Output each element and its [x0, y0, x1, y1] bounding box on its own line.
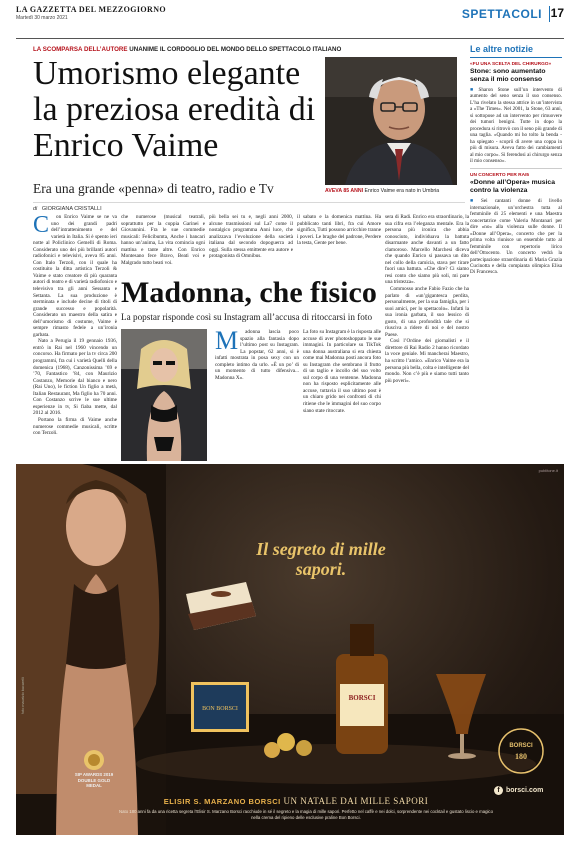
sidebar-text [470, 87, 562, 164]
article-column-5 [385, 214, 469, 476]
box-label: BON BORSCI [202, 706, 238, 712]
paragraph: sera di Radi. Enrico era straordinario, la sua cifra era l’eleganza mentale. Era la persona più ironica che abbia conosciuto, individuava la battuta disarmante anche davanti a un fatto clamoroso. Marcello Marchesi diceva che quando Enrico si passava un dito nel collo della camicia, stava per tirare fuori una battuta. «Che dire? Ci siamo resi conto che siamo più soli, mi pare una tristezza». [385, 214, 469, 286]
article-subhead: Era una grande «penna» di teatro, radio e Tv [33, 181, 274, 196]
paragraph: Portano la firma di Vaime anche numerose commedie musicali, scritte con Terzoli. [33, 416, 117, 437]
news-sidebar [470, 44, 562, 464]
madonna-column-1 [215, 329, 299, 459]
byline [33, 206, 102, 212]
caption-text: Enrico Vaime era nato in Umbria [364, 188, 440, 194]
sidebar-title: Stone: sono aumentato senza il mio consenso [470, 68, 546, 83]
caption-highlight: AVEVA 85 ANNI [325, 188, 364, 194]
paragraph: più bella sei tu e, negli anni 2000, alcune trasmissioni sul La7 come il nostalgico programma Anni luce, che analizzava l’evoluzione della società italiana dal secondo dopoguerra ad oggi. Sulla stessa emittente era autore e protagonista di Omnibus. [209, 214, 293, 260]
sidebar-text [470, 198, 562, 275]
ad-brand-line [76, 796, 516, 806]
bullet-icon: ■ [470, 198, 480, 205]
ad-slogan: Il segreto di mille sapori. [256, 539, 386, 579]
kicker-text: UNANIME IL CORDOGLIO DEL MONDO DELLO SPETTACOLO ITALIANO [129, 46, 342, 53]
ad-brand-tagline: UN NATALE DAI MILLE SAPORI [283, 796, 429, 806]
page-number: 17 [550, 6, 564, 20]
ad-brand-name: ELISIR S. MARZANO BORSCI [163, 797, 281, 806]
madonna-headline: Madonna, che fisico [121, 276, 377, 309]
madonna-photo [121, 329, 207, 461]
ad-copy: Nato 180 anni fa da una ricetta segreta l’Elisir S. Marzano Borsci racchiude in sé il segreto e la magia di mille sapori. Perfetto nel caffè e nei dolci, sorprendente nei cocktail e gustato liscio e magico nella crema del ripieno delle esclusive praline Bon Borsci. [119, 809, 493, 820]
paragraph: adonna lascia poco spazio alla fantasia dopo l’ultimo post su Instagram. La popstar, 62 anni, si è infatti mostrata in posa sexy con un completo intimo da urlo. «È un po’ di un momento di tutto difensiva... Madonna X». [215, 329, 299, 381]
issue-date: Martedì 30 marzo 2021 [16, 15, 68, 21]
ad-credit: publitone.it [538, 468, 558, 473]
enrico-vaime-photo [325, 57, 457, 185]
badge-years: 180 [515, 752, 527, 761]
divider [33, 202, 465, 203]
madonna-subhead: La popstar risponde così su Instagram all’accusa di ritoccarsi in foto [121, 312, 373, 322]
madonna-column-2 [303, 329, 381, 459]
paragraph: il sabato e la domenica mattina. Ha pubblicato tanti libri, fra cui Amore significa, Tutti possono arricchire tranne i poveri. Le braghe del padrone, Perdere la testa, Gente per bene. [297, 214, 381, 247]
drop-cap: M [215, 329, 239, 355]
kicker-highlight: LA SCOMPARSA DELL’AUTORE [33, 46, 128, 53]
byline-author: GIORGIANA CRISTALLI [41, 206, 102, 212]
masthead [16, 3, 564, 39]
bottle-label: BORSCI [348, 694, 376, 702]
article-kicker [33, 46, 341, 53]
website-text: borsci.com [506, 787, 544, 794]
sidebar-kicker: UN CONCERTO PER RAI5 [470, 173, 530, 179]
paragraph: La foto su Instagram è la risposta alle accuse di aver photoshoppato le sue immagini. In particolare su TikTok una donna australiana si era chiesta come mai Madonna posti ancora foto su Instagram che sembrano il frutto di un taglio e incollo del suo volto sul corpo di una ventenne. Madonna non ha risposto esplicitamente alle accuse, tuttavia il suo ultimo post è un chiaro grido nei confronti di chi ritiene che le immagini del suo corpo siano state ritoccate. [303, 329, 381, 414]
paragraph: Nato a Perugia il 19 gennaio 1936, entrò in Rai nel 1960 vincendo un concorso. Ha firmato per la tv circa 200 programmi, fra cui i varietà Quelli della domenica (1968), Canzonissima ’69 e ’70, Fantastico ’84, con Maurizio Costanzo, Memorie dal bianco e nero (Rai Uno), le fiction Un figlio a metà, Italian Restaurant, Ma figlio ha 70 anni. Con Costanzo scrive le sue ultime esperienze in tv, Si fiaba mette, dal 2012 al 2016. [33, 338, 117, 417]
article-headline: Umorismo elegante la preziosa eredità di Enrico Vaime [33, 55, 316, 164]
borsci-advertisement[interactable] [16, 464, 564, 835]
article-column-3 [209, 214, 293, 274]
badge-brand: BORSCI [509, 743, 533, 749]
facebook-icon[interactable]: f [494, 786, 503, 795]
sidebar-text-body: Sharon Stone sull’un intervento di aumento del seno senza il suo consenso. L’ha rivelato la stessa attrice in un’intervista a «The Times». Nel 2001, la Stone, 63 anni, si sottopose ad un intervento per rimuovere dei tumori benigni. Tutte in dopo la procedura si ritrovò con il seno più grande di una taglia. «Quando mi ho tolto la benda - ha spiegato - scoprii di avere una coppa in più di misura. Aveva fatto dei cambiamenti al mio corpo». Si ferendosi ai chirurgo senza il mio consenso». [470, 87, 562, 164]
paragraph: on Enrico Vaime se ne va uno dei grandi padri dell’intrattenimento e del varietà in Italia. Si è spento ieri notte al Policlinico Gemelli di Roma. Considerato uno dei più brillanti autori radiofonici e televisivi, aveva 85 anni. Con Italo Terzoli, con il quale ha costituito la ditta artistica Terzoli & Vaime e stato creatore di più quaranta autori di teatro e di varietà radiofonico e televisivo tra gli anni Sessanta e Settanta. La sua produzione è sterminata e include decine di titoli di grande successo e popolarità. Considerato un maestro della satira e dell’umorismo di costume, Vaime è sempre rimasto fedele a un’ironia garbata. [33, 214, 117, 338]
paragraph: Così l’Ordine dei giornalisti e il direttore di Rai Radio 2 hanno ricordato la voce geniale. Mi mancherai Maestro, ha scritto l’amico. «Enrico Vaime era la persona più bella, colta e intelligente del mondo. Non c’è più e siamo tutti tanto più poveri». [385, 338, 469, 384]
madonna-image [121, 329, 207, 461]
paragraph: Commosso anche Fabio Fazio che ha parlato di «un’gigantesca perdita, personalmente, per la sua famiglia, per i suoi amici, per lo spettacolo». Infatti la sua ironia garbata, il suo lessico di gusto, di una profondità tale che si riusciva a ridere di noi e del nostro Paese. [385, 286, 469, 338]
award-text: SIP AWARDS 2019 DOUBLE GOLD MEDAL [74, 772, 114, 789]
article-column-1 [33, 214, 117, 476]
drop-cap: C [33, 214, 50, 238]
section-name: SPETTACOLI [461, 7, 542, 21]
article-column-2 [121, 214, 205, 274]
sidebar-divider [470, 168, 562, 169]
portrait-image [325, 57, 457, 185]
article-column-4 [297, 214, 381, 274]
sidebar-text-body: Sei cantanti donne di livello internazionale, un’orchestra tutta al femminile di 25 elementi e una Maestra concertatrice come Valeria Montanari per dire «no» alla violenza sulle donne. Il «Donne all’Opera», concerto che per la prima volta riunisce un ensemble tutto al femminile con repertorio lirico dell’Ottocento. Un concerto vedrà la partecipazione straordinaria di Maria Grazia Cucinotta e della compianta olimpica Elisa Di Francesca. [470, 198, 562, 276]
ad-website-link[interactable] [494, 786, 554, 795]
paragraph: che numerose (musical teatrali, soprattutto per la coppia Garinei e Giovannini. Fra le sue commedie musicali: Felicibumta, Anche i bancari hanno un’anima, La vita comincia ogni mattina e tante altre. Con Enrico Montesano fece Bravo, Beati voi e Malgrado tutto beati voi. [121, 214, 205, 266]
photo-caption [325, 188, 465, 194]
bullet-icon: ■ [470, 87, 477, 93]
ad-photo-credit: foto maurizio bucarelli [21, 677, 25, 714]
paper-name: LA GAZZETTA DEL MEZZOGIORNO [16, 5, 167, 14]
byline-prefix: di [33, 206, 38, 212]
sidebar-title: «Donne all’Opera» musica contro la violenza [470, 179, 555, 195]
sidebar-kicker: «FU UNA SCELTA DEL CHIRURGO» [470, 62, 552, 67]
sidebar-header: Le altre notizie [470, 44, 562, 58]
